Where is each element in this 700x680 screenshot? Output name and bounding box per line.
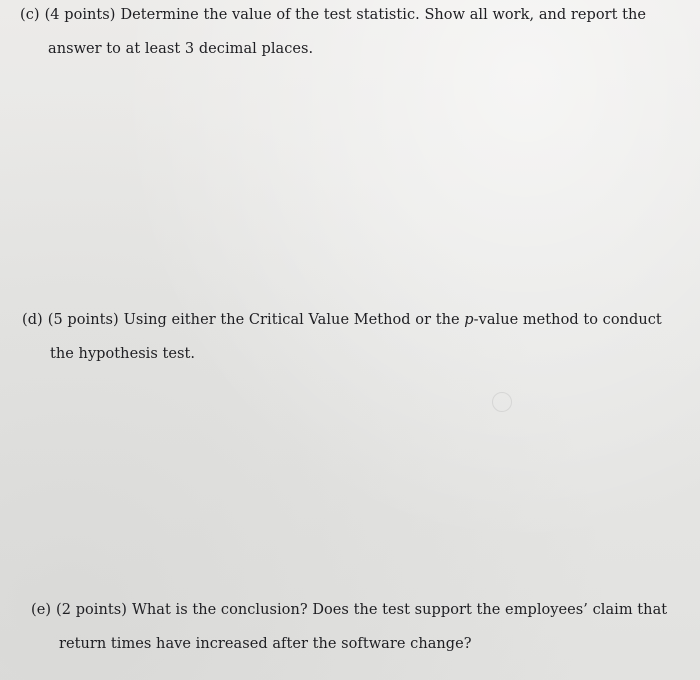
- question-c-marker: (c): [20, 7, 40, 23]
- question-d: [22, 303, 662, 371]
- question-d-text-1a: Using either the Critical Value Method or the: [123, 312, 465, 328]
- question-c-line-1: [20, 0, 646, 32]
- question-d-marker: (d): [22, 312, 43, 328]
- question-d-line-1: [22, 303, 662, 337]
- faint-pen-mark: [492, 392, 512, 412]
- question-e-text-2: return times have increased after the software change?: [59, 636, 472, 652]
- question-e: [31, 593, 667, 661]
- question-c: [20, 0, 646, 66]
- question-e-marker: (e): [31, 602, 52, 618]
- question-c-points: (4 points): [44, 7, 116, 23]
- question-c-text-1: Determine the value of the test statistic. Show all work, and report the: [120, 7, 647, 23]
- question-e-line-1: [31, 593, 667, 627]
- question-e-points: (2 points): [56, 602, 127, 618]
- question-d-p-symbol: p: [464, 312, 474, 328]
- question-e-text-1: What is the conclusion? Does the test support the employees’ claim that: [131, 602, 668, 618]
- question-d-text-1b: -value method to conduct: [473, 312, 662, 328]
- question-d-points: (5 points): [47, 312, 119, 328]
- question-d-text-2: the hypothesis test.: [50, 346, 196, 362]
- question-c-text-2: answer to at least 3 decimal places.: [48, 41, 314, 57]
